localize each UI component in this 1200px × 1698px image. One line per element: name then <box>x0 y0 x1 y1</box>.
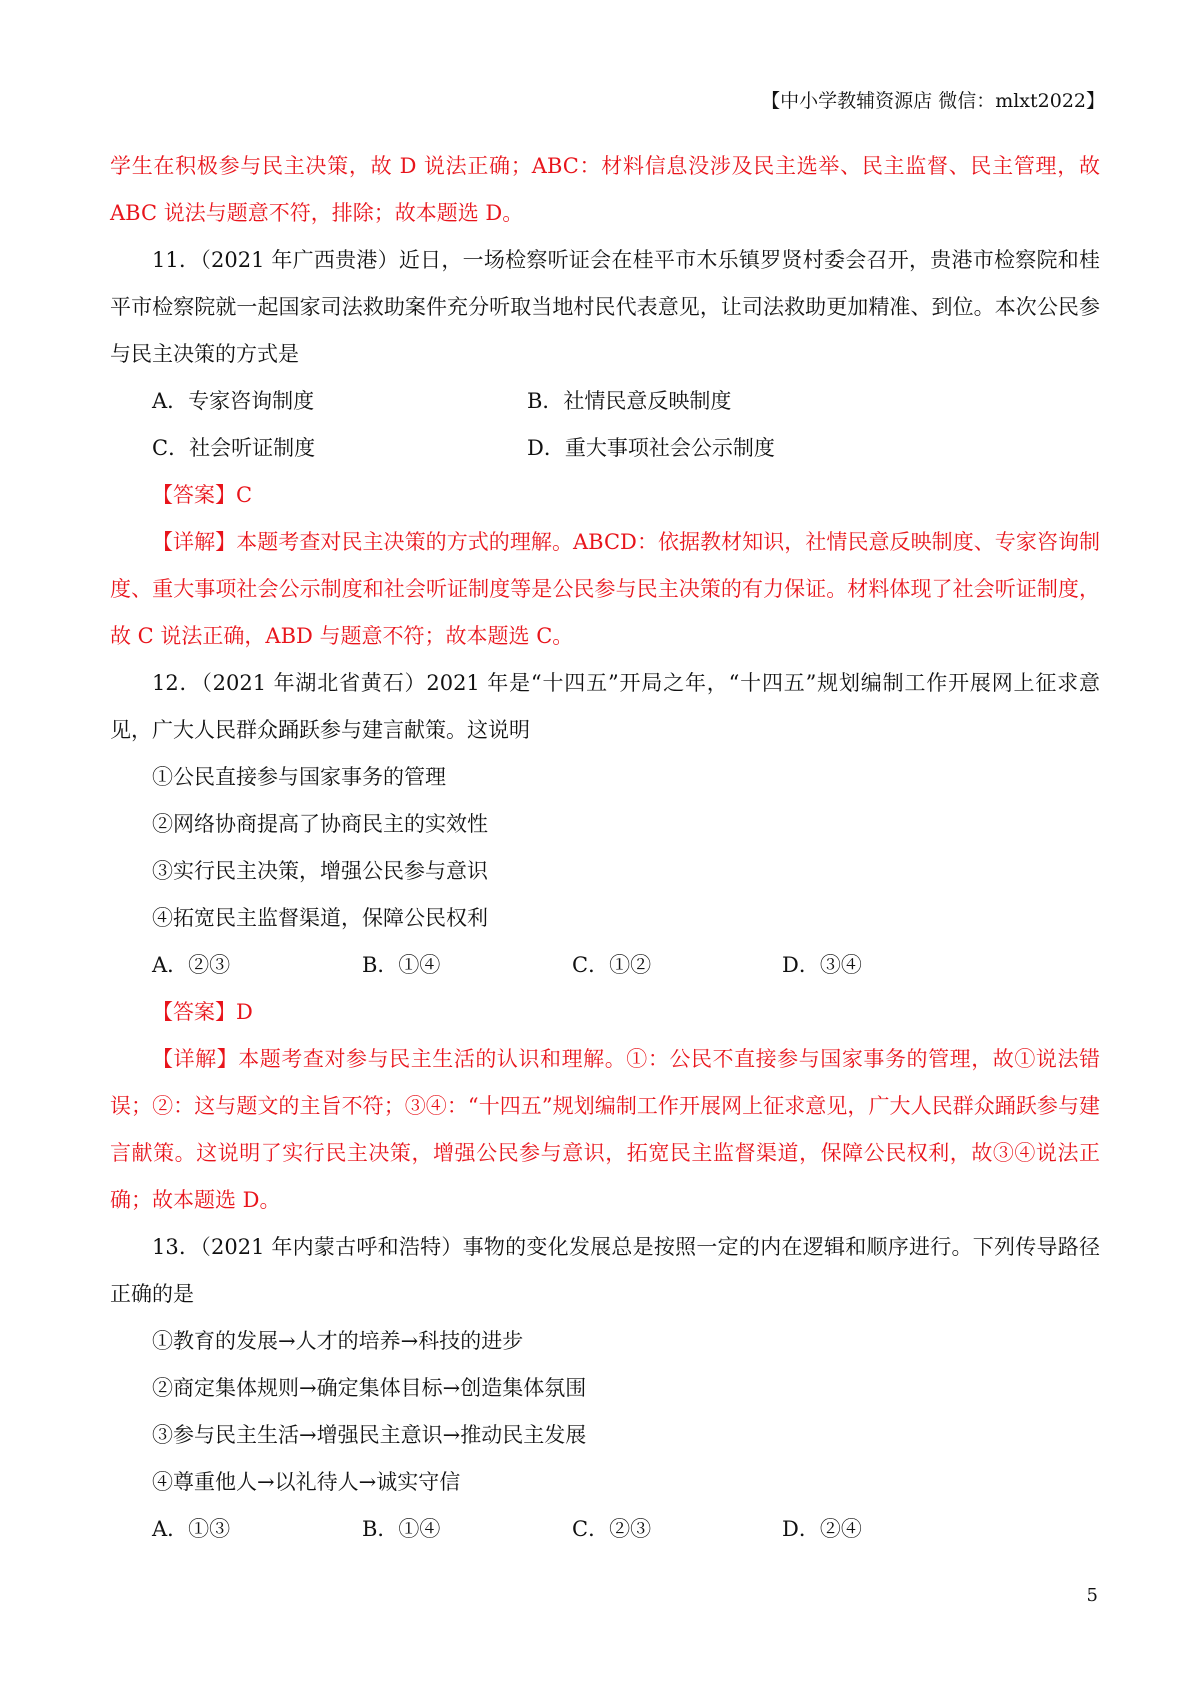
q12-stem: 12．（2021 年湖北省黄石）2021 年是“十四五”开局之年，“十四五”规划编制工作开展网上征求意见，广大人民群众踊跃参与建言献策。这说明 <box>110 671 1100 742</box>
q13-options-row <box>110 1506 1100 1553</box>
q12-item-4: ④拓宽民主监督渠道，保障公民权利 <box>152 906 488 930</box>
q13-item-3: ③参与民主生活→增强民主意识→推动民主发展 <box>152 1423 587 1447</box>
q11-stem: 11．（2021 年广西贵港）近日，一场检察听证会在桂平市木乐镇罗贤村委会召开，贵港市检察院和桂平市检察院就一起国家司法救助案件充分听取当地村民代表意见，让司法救助更加精准、到位。本次公民参与民主决策的方式是 <box>110 248 1100 366</box>
q11-options-row-2 <box>110 425 1100 472</box>
q12-item-1: ①公民直接参与国家事务的管理 <box>152 765 446 789</box>
page-header: 【中小学教辅资源店 微信：mlxt2022】 <box>761 90 1105 112</box>
q13-option-b: B．①④ <box>362 1517 441 1541</box>
q11-answer: 【答案】C <box>152 483 253 507</box>
q12-item-3: ③实行民主决策，增强公民参与意识 <box>152 859 488 883</box>
page-number: 5 <box>1086 1585 1098 1606</box>
q13-item-1: ①教育的发展→人才的培养→科技的进步 <box>152 1329 524 1353</box>
q12-item-2: ②网络协商提高了协商民主的实效性 <box>152 812 488 836</box>
q12-detail: 【详解】本题考查对参与民主生活的认识和理解。①：公民不直接参与国家事务的管理，故①说法错误；②：这与题文的主旨不符；③④：“十四五”规划编制工作开展网上征求意见，广大人民群众踊跃参与建言献策。这说明了实行民主决策，增强公民参与意识，拓宽民主监督渠道，保障公民权利，故③④说法正确；故本题选 D。 <box>110 1047 1100 1212</box>
q12-option-a: A．②③ <box>152 953 231 977</box>
q12-options-row <box>110 942 1100 989</box>
q13-option-a: A．①③ <box>152 1517 231 1541</box>
q12-option-b: B．①④ <box>362 953 441 977</box>
q11-options-row-1 <box>110 378 1100 425</box>
q11-option-a: A．专家咨询制度 <box>152 389 315 413</box>
q13-item-2: ②商定集体规则→确定集体目标→创造集体氛围 <box>152 1376 587 1400</box>
q13-item-4: ④尊重他人→以礼待人→诚实守信 <box>152 1470 461 1494</box>
q13-option-d: D．②④ <box>782 1517 862 1541</box>
q10-explanation-tail: 学生在积极参与民主决策，故 D 说法正确；ABC：材料信息没涉及民主选举、民主监督、民主管理，故 ABC 说法与题意不符，排除；故本题选 D。 <box>110 154 1100 225</box>
q13-stem: 13．（2021 年内蒙古呼和浩特）事物的变化发展总是按照一定的内在逻辑和顺序进行。下列传导路径正确的是 <box>110 1235 1100 1306</box>
q11-detail: 【详解】本题考查对民主决策的方式的理解。ABCD：依据教材知识，社情民意反映制度、专家咨询制度、重大事项社会公示制度和社会听证制度等是公民参与民主决策的有力保证。材料体现了社会听证制度，故 C 说法正确，ABD 与题意不符；故本题选 C。 <box>110 530 1100 648</box>
q12-option-c: C．①② <box>572 953 652 977</box>
q13-option-c: C．②③ <box>572 1517 652 1541</box>
q11-option-b: B．社情民意反映制度 <box>527 389 732 413</box>
q12-option-d: D．③④ <box>782 953 862 977</box>
q11-option-d: D．重大事项社会公示制度 <box>527 436 775 460</box>
q12-answer: 【答案】D <box>152 1000 253 1024</box>
page-content <box>110 143 1100 1553</box>
q11-option-c: C．社会听证制度 <box>152 436 316 460</box>
